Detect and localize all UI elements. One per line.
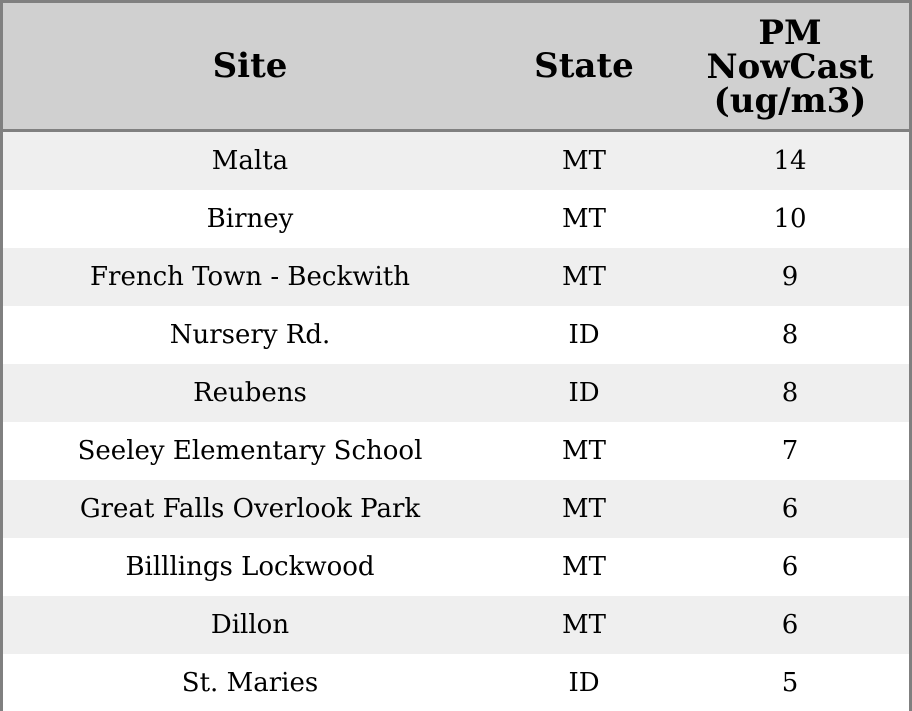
cell-site: Birney <box>206 204 294 234</box>
table-row <box>3 480 909 538</box>
cell-site: French Town - Beckwith <box>89 262 411 292</box>
cell-pm: 9 <box>781 262 799 292</box>
cell-state: ID <box>568 378 600 408</box>
cell-state: ID <box>568 667 600 698</box>
table-body <box>3 132 909 711</box>
cell-pm: 14 <box>773 146 807 176</box>
cell-pm: 6 <box>781 610 799 640</box>
cell-pm: 6 <box>781 552 799 582</box>
table-row <box>3 248 909 306</box>
cell-site: Nursery Rd. <box>169 320 331 350</box>
table-row <box>3 596 909 654</box>
cell-state: MT <box>562 146 606 176</box>
table-row <box>3 364 909 422</box>
cell-state: MT <box>562 552 606 582</box>
header-pm-line-1: PM <box>758 13 822 53</box>
cell-pm: 6 <box>781 494 799 524</box>
header-state-label: State <box>534 46 634 86</box>
table-row <box>3 538 909 596</box>
cell-state: MT <box>562 436 606 466</box>
table-row <box>3 132 909 190</box>
cell-pm: 5 <box>781 667 799 698</box>
cell-site: Malta <box>211 146 289 176</box>
cell-pm: 8 <box>781 378 799 408</box>
header-site-label: Site <box>212 46 288 86</box>
cell-state: ID <box>568 320 600 350</box>
cell-state: MT <box>562 494 606 524</box>
cell-site: Dillon <box>210 610 290 640</box>
header-state <box>497 3 671 129</box>
header-pm-nowcast <box>671 3 909 129</box>
cell-pm: 7 <box>781 436 799 466</box>
cell-state: MT <box>562 610 606 640</box>
header-pm-line-2: NowCast <box>706 47 874 87</box>
cell-site: St. Maries <box>181 667 319 698</box>
header-site <box>3 3 497 129</box>
cell-state: MT <box>562 262 606 292</box>
cell-site: Billlings Lockwood <box>125 552 375 582</box>
table-row <box>3 306 909 364</box>
cell-site: Seeley Elementary School <box>77 436 423 466</box>
table-row <box>3 190 909 248</box>
cell-site: Great Falls Overlook Park <box>79 494 421 524</box>
table-header-row <box>3 3 909 132</box>
table-row <box>3 654 909 711</box>
cell-state: MT <box>562 204 606 234</box>
header-pm-line-3: (ug/m3) <box>713 81 867 121</box>
cell-pm: 10 <box>773 204 807 234</box>
cell-pm: 8 <box>781 320 799 350</box>
cell-site: Reubens <box>193 378 307 408</box>
table-row <box>3 422 909 480</box>
